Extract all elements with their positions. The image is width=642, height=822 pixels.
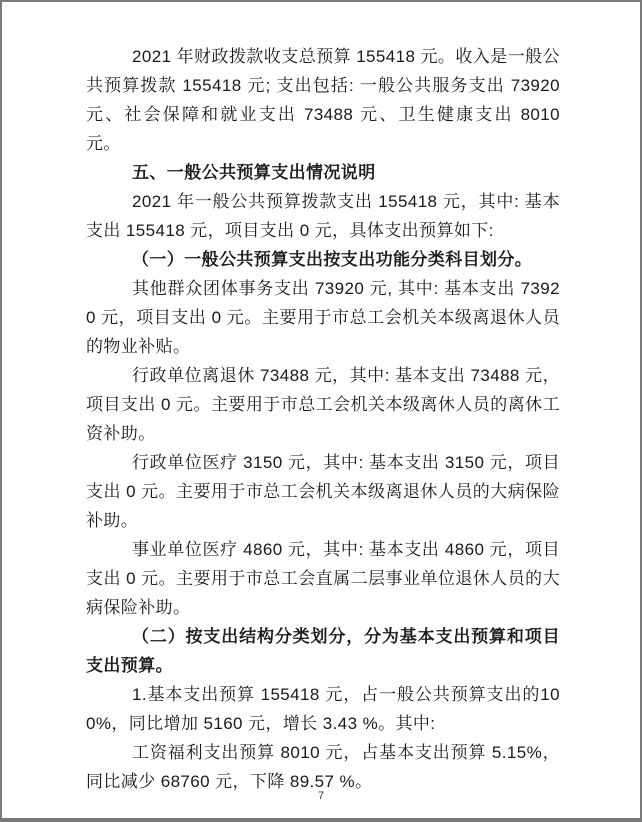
paragraph-wage-welfare: 工资福利支出预算 8010 元，占基本支出预算 5.15%，同比减少 68760 元，下降 89.57 %。 bbox=[86, 743, 560, 791]
paragraph-general-budget-expenditure: 2021 年一般公共预算拨款支出 155418 元，其中: 基本支出 155418 元，项目支出 0 元，具体支出预算如下: bbox=[86, 192, 560, 240]
heading-functional-classification: （一）一般公共预算支出按支出功能分类科目划分。 bbox=[132, 250, 533, 269]
document-body bbox=[86, 42, 560, 796]
paragraph-basic-expenditure-budget: 1.基本支出预算 155418 元，占一般公共预算支出的100%，同比增加 5160 元，增长 3.43 %。其中: bbox=[86, 685, 560, 733]
heading-section-five: 五、一般公共预算支出情况说明 bbox=[132, 163, 376, 182]
paragraph-admin-medical: 行政单位医疗 3150 元，其中: 基本支出 3150 元，项目支出 0 元。主要用于市总工会机关本级离退休人员的大病保险补助。 bbox=[86, 453, 560, 530]
paragraph-other-mass-organizations: 其他群众团体事务支出 73920 元, 其中: 基本支出 73920 元，项目支出 0 元。主要用于市总工会机关本级离退休人员的物业补贴。 bbox=[86, 279, 560, 356]
paragraph-admin-retirement: 行政单位离退休 73488 元，其中: 基本支出 73488 元，项目支出 0 元。主要用于市总工会机关本级离休人员的离休工资补助。 bbox=[86, 366, 560, 443]
paragraph-fiscal-total: 2021 年财政拨款收支总预算 155418 元。收入是一般公共预算拨款 155418 元; 支出包括: 一般公共服务支出 73920 元、社会保障和就业支出 73488 元、卫生健康支出 8010 元。 bbox=[86, 47, 560, 153]
heading-structure-classification: （二）按支出结构分类划分，分为基本支出预算和项目支出预算。 bbox=[86, 627, 560, 675]
paragraph-institution-medical: 事业单位医疗 4860 元，其中: 基本支出 4860 元，项目支出 0 元。主要用于市总工会直属二层事业单位退休人员的大病保险补助。 bbox=[86, 540, 560, 617]
page-number: 7 bbox=[317, 790, 325, 802]
